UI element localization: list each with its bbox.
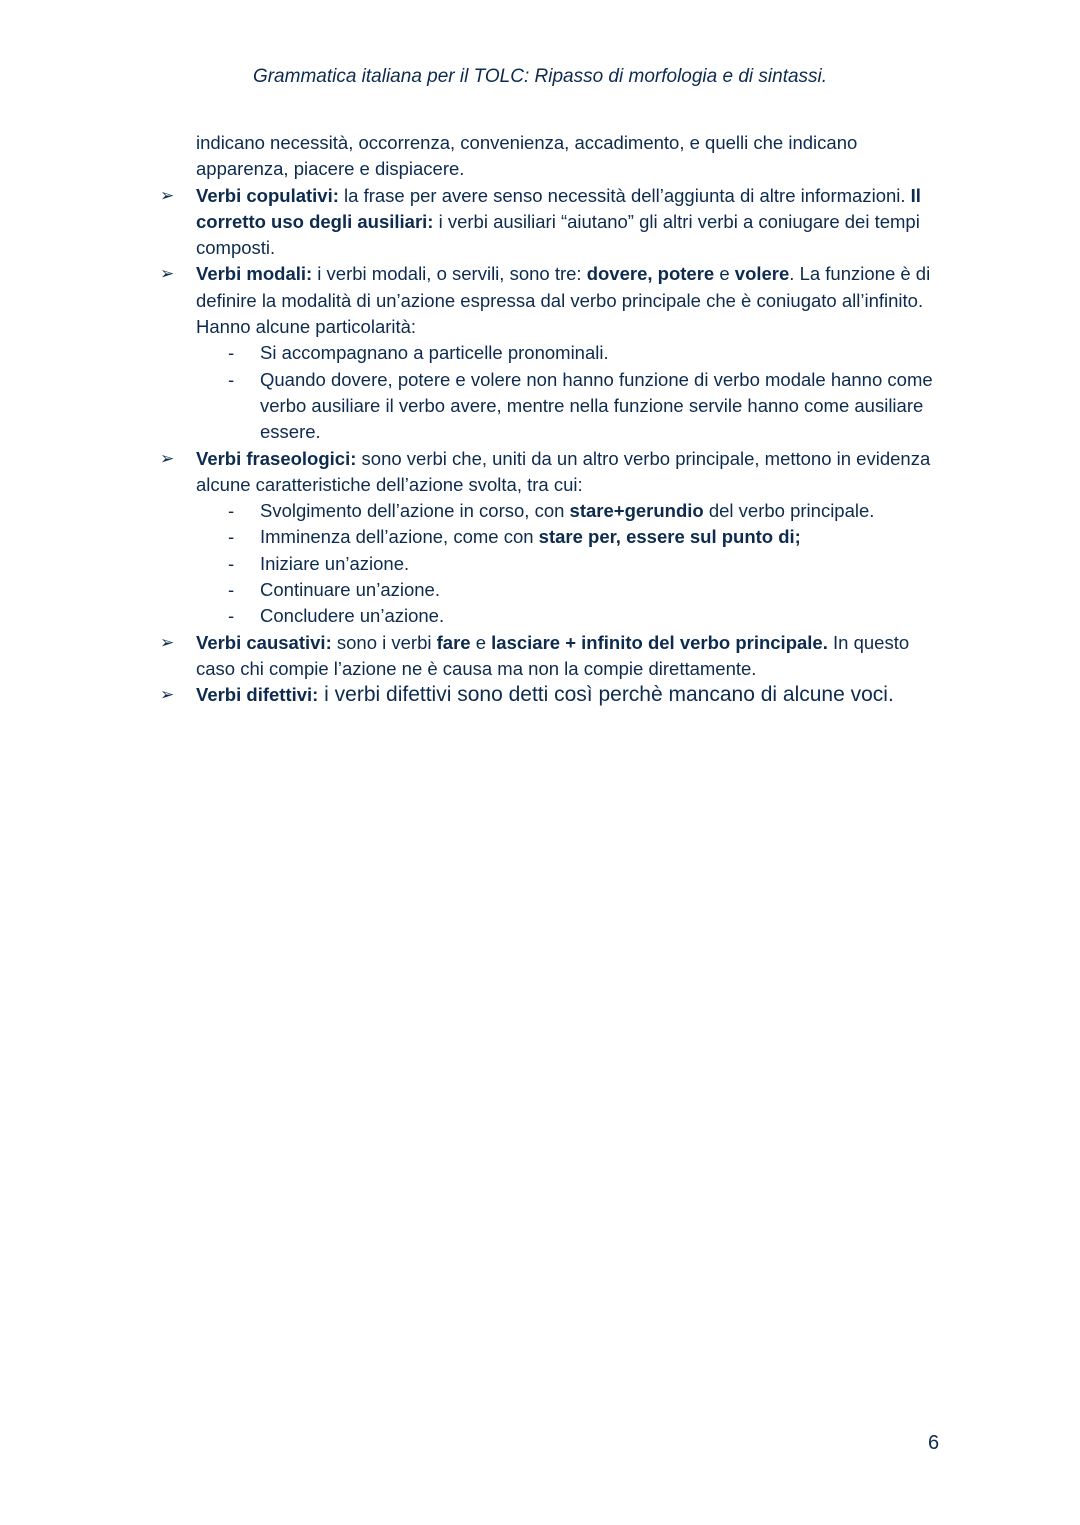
page-content <box>160 130 950 709</box>
text-causativi-1: sono i verbi <box>331 631 437 653</box>
fraseologici-sublist <box>160 498 950 629</box>
dash-bullet-icon: - <box>228 526 235 548</box>
text-fraseologici: sono verbi che, uniti da un altro verbo principale, mettono in evidenza alcune caratteristiche dell’azione svolta, tra cui: <box>196 447 931 495</box>
list-item <box>160 551 950 577</box>
bullet-fraseologici <box>160 446 950 499</box>
term-modali: Verbi modali: <box>196 263 313 285</box>
bold-stare-gerundio: stare+gerundio <box>569 500 704 522</box>
dash-bullet-icon: - <box>228 605 235 627</box>
text-difettivi: i verbi difettivi sono detti così perchè mancano di alcune voci. <box>318 683 894 707</box>
text-causativi-3: In questo caso chi compie l’azione ne è causa ma non la compie direttamente. <box>196 631 910 679</box>
list-item-text: Svolgimento dell’azione in corso, con <box>260 500 570 522</box>
dash-bullet-icon: - <box>228 552 235 574</box>
bold-stare-per: stare per, essere sul punto di; <box>538 526 801 548</box>
modali-sublist <box>160 340 950 445</box>
bullet-causativi <box>160 630 950 683</box>
list-item-text: Imminenza dell’azione, come con <box>260 526 539 548</box>
list-item <box>160 603 950 629</box>
dash-bullet-icon: - <box>228 342 235 364</box>
intro-paragraph: indicano necessità, occorrenza, convenienza, accadimento, e quelli che indicano apparenza, piacere e dispiacere. <box>196 132 858 180</box>
arrow-bullet-icon: ➢ <box>160 632 175 652</box>
page-header: Grammatica italiana per il TOLC: Ripasso di morfologia e di sintassi. <box>252 66 828 87</box>
list-item-text: Concludere un’azione. <box>260 605 445 627</box>
text-causativi-2: e <box>470 631 492 653</box>
list-item <box>160 498 950 524</box>
bullet-difettivi <box>160 682 950 708</box>
list-item-text: del verbo principale. <box>703 500 875 522</box>
dash-bullet-icon: - <box>228 500 235 522</box>
term-ausiliari: Il corretto uso degli ausiliari: <box>196 184 921 232</box>
list-item <box>160 367 950 446</box>
bullet-copulativi <box>160 183 950 262</box>
list-item-text: Si accompagnano a particelle pronominali. <box>260 342 609 364</box>
list-item-text: Quando dovere, potere e volere non hanno funzione di verbo modale hanno come verbo ausiliare il verbo avere, mentre nella funzione servile hanno come ausiliare essere. <box>260 368 933 443</box>
text-modali-2: e <box>714 263 735 285</box>
dash-bullet-icon: - <box>228 368 235 390</box>
bold-volere: volere <box>734 263 790 285</box>
term-copulativi: Verbi copulativi: <box>196 184 339 206</box>
term-causativi: Verbi causativi: <box>196 631 332 653</box>
text-copulativi: la frase per avere senso necessità dell’aggiunta di altre informazioni. <box>338 184 911 206</box>
term-fraseologici: Verbi fraseologici: <box>196 447 357 469</box>
bullet-modali <box>160 261 950 314</box>
list-item-text: Continuare un’azione. <box>260 579 440 601</box>
list-item <box>160 577 950 603</box>
list-item-text: Iniziare un’azione. <box>260 552 410 574</box>
dash-bullet-icon: - <box>228 579 235 601</box>
list-item <box>160 524 950 550</box>
term-difettivi: Verbi difettivi: <box>196 684 319 706</box>
modali-particolarita: Hanno alcune particolarità: <box>196 316 417 338</box>
page-number: 6 <box>928 1432 940 1454</box>
text-modali-3: . La funzione è di definire la modalità di un’azione espressa dal verbo principale che è coniugato all’infinito. <box>196 263 931 311</box>
text-modali-1: i verbi modali, o servili, sono tre: <box>312 263 587 285</box>
bold-fare: fare <box>436 631 471 653</box>
list-item <box>160 340 950 366</box>
arrow-bullet-icon: ➢ <box>160 685 175 705</box>
arrow-bullet-icon: ➢ <box>160 264 175 284</box>
arrow-bullet-icon: ➢ <box>160 185 175 205</box>
text-ausiliari: i verbi ausiliari “aiutano” gli altri verbi a coniugare dei tempi composti. <box>196 210 920 259</box>
arrow-bullet-icon: ➢ <box>160 448 175 468</box>
bold-lasciare: lasciare + infinito del verbo principale. <box>491 631 828 653</box>
bold-dovere-potere: dovere, potere <box>586 263 715 285</box>
